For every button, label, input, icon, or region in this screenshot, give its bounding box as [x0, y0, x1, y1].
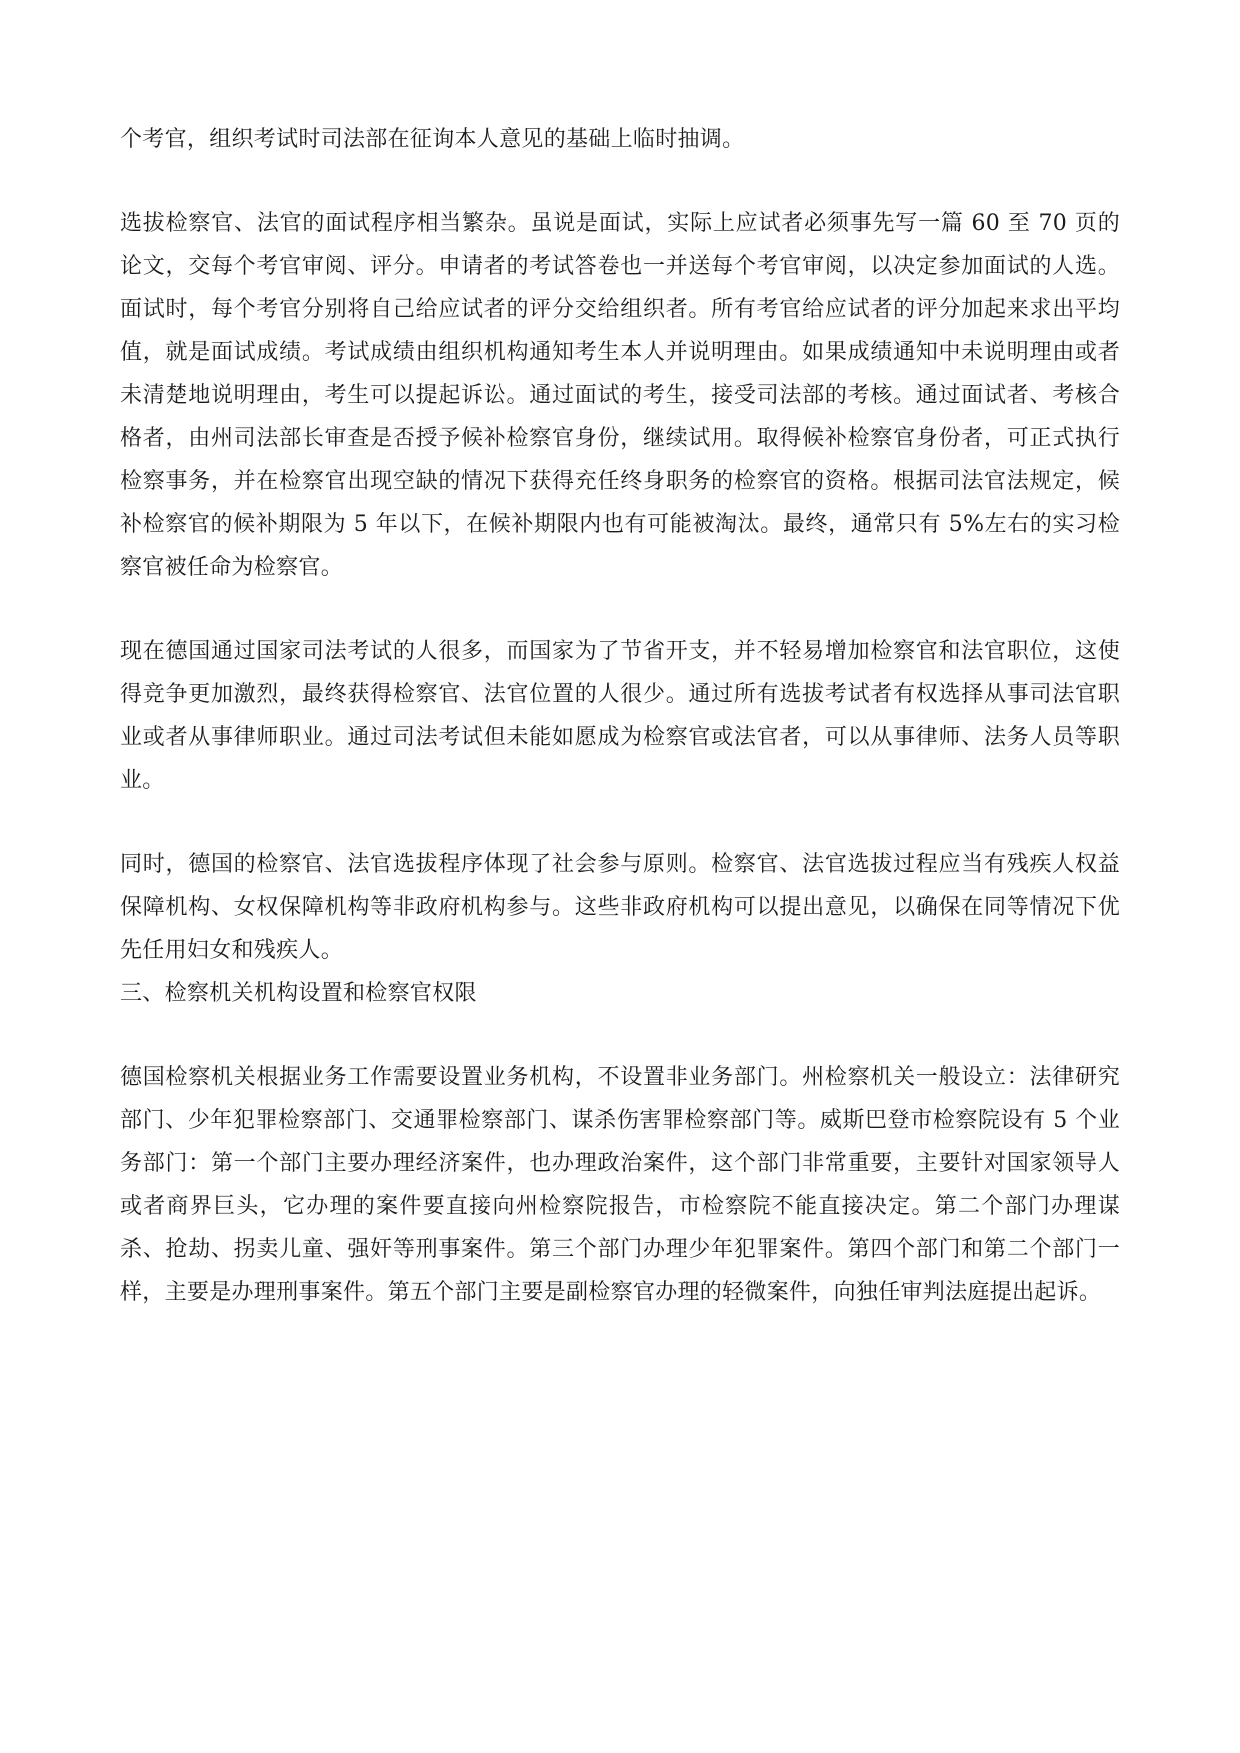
paragraph-examiner-selection: 个考官，组织考试时司法部在征询本人意见的基础上临时抽调。 [120, 127, 745, 152]
paragraph-social-participation: 同时，德国的检察官、法官选拔程序体现了社会参与原则。检察官、法官选拔过程应当有残疾人权益保障机构、女权保障机构等非政府机构参与。这些非政府机构可以提出意见，以确保在同等情况下优先任用妇女和残疾人。 [120, 852, 1120, 963]
paragraph-interview-procedure: 选拔检察官、法官的面试程序相当繁杂。虽说是面试，实际上应试者必须事先写一篇 60 至 70 页的论文，交每个考官审阅、评分。申请者的考试答卷也一并送每个考官审阅，以决定参加面试的人选。面试时，每个考官分别将自己给应试者的评分交给组织者。所有考官给应试者的评分加起来求出平均值，就是面试成绩。考试成绩由组织机构通知考生本人并说明理由。如果成绩通知中未说明理由或者未清楚地说明理由，考生可以提起诉讼。通过面试的考生，接受司法部的考核。通过面试者、考核合格者，由州司法部长审查是否授予候补检察官身份，继续试用。取得候补检察官身份者，可正式执行检察事务，并在检察官出现空缺的情况下获得充任终身职务的检察官的资格。根据司法官法规定，候补检察官的候补期限为 5 年以下，在候补期限内也有可能被淘汰。最终，通常只有 5%左右的实习检察官被任命为检察官。 [120, 211, 1120, 580]
section-heading: 三、检察机关机构设置和检察官权限 [120, 981, 477, 1006]
paragraph-competition: 现在德国通过国家司法考试的人很多，而国家为了节省开支，并不轻易增加检察官和法官职位，这使得竞争更加激烈，最终获得检察官、法官位置的人很少。通过所有选拔考试者有权选择从事司法官职业或者从事律师职业。通过司法考试但未能如愿成为检察官或法官者，可以从事律师、法务人员等职业。 [120, 639, 1120, 793]
paragraph-organization-structure: 德国检察机关根据业务工作需要设置业务机构，不设置非业务部门。州检察机关一般设立：法律研究部门、少年犯罪检察部门、交通罪检察部门、谋杀伤害罪检察部门等。威斯巴登市检察院设有 5 个业务部门：第一个部门主要办理经济案件，也办理政治案件，这个部门非常重要，主要针对国家领导人或者商界巨头，它办理的案件要直接向州检察院报告，市检察院不能直接决定。第二个部门办理谋杀、抢劫、拐卖儿童、强奸等刑事案件。第三个部门办理少年犯罪案件。第四个部门和第二个部门一样，主要是办理刑事案件。第五个部门主要是副检察官办理的轻微案件，向独任审判法庭提出起诉。 [120, 1065, 1120, 1305]
document-page [120, 118, 1120, 1314]
